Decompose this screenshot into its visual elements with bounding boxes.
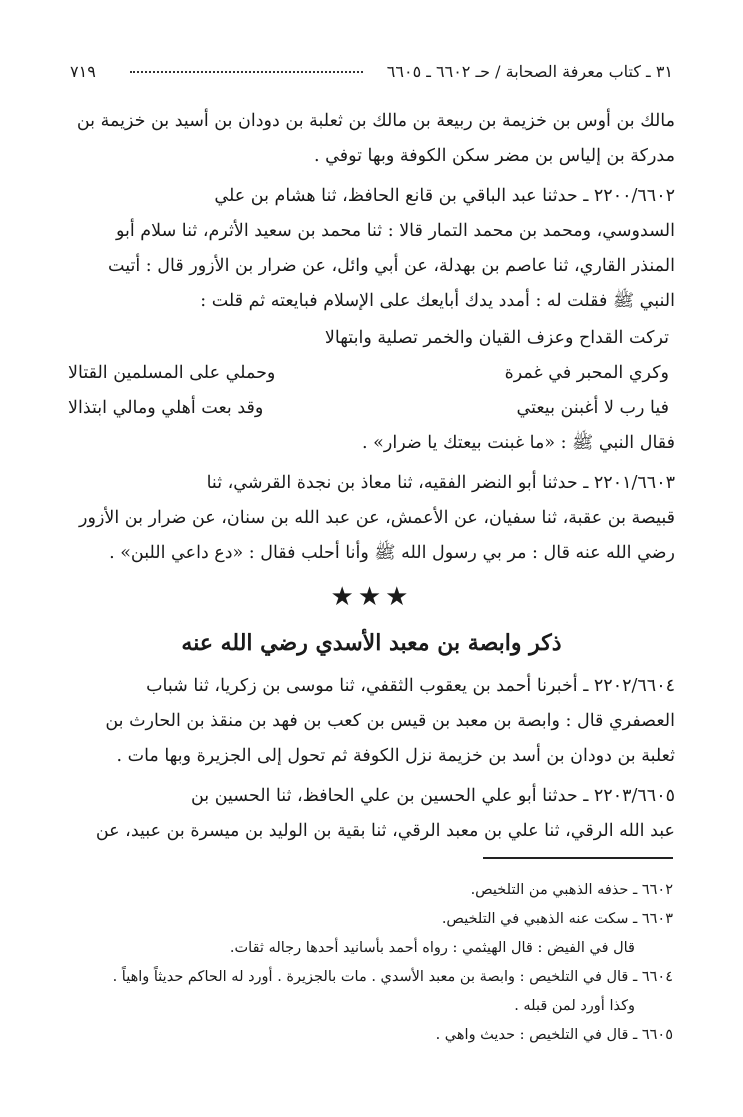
hadith-6602-line: السدوسي، ومحمد بن محمد التمار قالا : ثنا محمد بن سعيد الأثرم، ثنا سلام أبو [115,221,675,241]
poem-verse [68,356,675,391]
hadith-6605-line: ٢٢٠٣/٦٦٠٥ ـ حدثنا أبو علي الحسين بن علي الحافظ، ثنا الحسين بن [190,786,675,806]
poem-verse-text: تركت القداح وعزف القيان والخمر تصلية وابتهالا [324,328,669,348]
hadith-6604-line: ثعلبة بن دودان بن أسد بن خزيمة نزل الكوفة ثم تحول إلى الجزيرة وبها مات . [116,746,675,766]
poem-hemistich-first: وكري المحبر في غمرة [504,363,669,383]
main-text [68,104,675,849]
poem-hemistich-second: وحملي على المسلمين القتالا [68,363,276,383]
poem-block [68,321,675,426]
header-dotted-leader [130,71,363,73]
hadith-6603-line: ٢٢٠١/٦٦٠٣ ـ حدثنا أبو النضر الفقيه، ثنا معاذ بن نجدة القرشي، ثنا [206,473,675,493]
hadith-6604-line: العصفري قال : وابصة بن معبد بن قيس بن كعب بن فهد بن منقذ بن الحارث بن [105,711,675,731]
hadith-6602-line: النبي ﷺ فقلت له : أمدد يدك أبايعك على الإسلام فبايعته ثم قلت : [200,291,675,311]
poem-verse [68,391,675,426]
footnote-6605: ٦٦٠٥ ـ قال في التلخيص : حديث واهي . [435,1027,673,1043]
hadith-6605-line: عبد الله الرقي، ثنا علي بن معبد الرقي، ثنا بقية بن الوليد بن ميسرة بن عبيد، عن [95,821,675,841]
footnote-6603-faid: قال في الفيض : قال الهيثمي : رواه أحمد بأسانيد أحدها رجاله ثقات. [229,940,635,956]
section-title: ذكر وابصة بن معبد الأسدي رضي الله عنه [181,630,562,656]
footnote-divider [483,857,673,859]
poem-hemistich-second: وقد بعت أهلي ومالي ابتذالا [68,398,264,418]
hadith-6604-line: ٢٢٠٢/٦٦٠٤ ـ أخبرنا أحمد بن يعقوب الثقفي، ثنا موسى بن زكريا، ثنا شباب [146,676,675,696]
text-line: مالك بن أوس بن خزيمة بن ربيعة بن مالك بن ثعلبة بن دودان بن أسيد بن خزيمة بن [76,111,675,131]
hadith-6603-line: قبيصة بن عقبة، ثنا سفيان، عن الأعمش، عن عبد الله بن سنان، عن ضرار بن الأزور [79,508,675,528]
chapter-title: ٣١ ـ كتاب معرفة الصحابة / حـ ٦٦٠٢ ـ ٦٦٠٥ [386,62,673,81]
hadith-6602-line: ٢٢٠٠/٦٦٠٢ ـ حدثنا عبد الباقي بن قانع الحافظ، ثنا هشام بن علي [214,186,675,206]
footnote-6604-cont: وكذا أورد لمن قبله . [514,998,635,1014]
hadith-6603-line: رضي الله عنه قال : مر بي رسول الله ﷺ وأنا أحلب فقال : «دع داعي اللبن» . [109,543,675,563]
text-line: مدركة بن إلياس بن مضر سكن الكوفة وبها توفي . [314,146,675,166]
poem-verse [68,321,675,356]
footnote-6604: ٦٦٠٤ ـ قال في التلخيص : وابصة بن معبد الأسدي . مات بالجزيرة . أورد له الحاكم حديثاً واهياً . [112,969,673,985]
footnotes [70,876,673,1050]
page-header [70,62,673,88]
hadith-6602-line: المنذر القاري، ثنا عاصم بن بهدلة، عن أبي وائل، عن ضرار بن الأزور قال : أتيت [108,256,675,276]
poem-hemistich-first: فيا رب لا أغبنن بيعتي [516,398,669,418]
hadith-6602-end: فقال النبي ﷺ : «ما غبنت بيعتك يا ضرار» . [362,433,675,453]
footnote-6603: ٦٦٠٣ ـ سكت عنه الذهبي في التلخيص. [441,911,673,927]
section-separator-stars: ★★★ [330,582,413,612]
page-number: ٧١٩ [70,62,96,81]
footnote-6602: ٦٦٠٢ ـ حذفه الذهبي من التلخيص. [470,882,673,898]
